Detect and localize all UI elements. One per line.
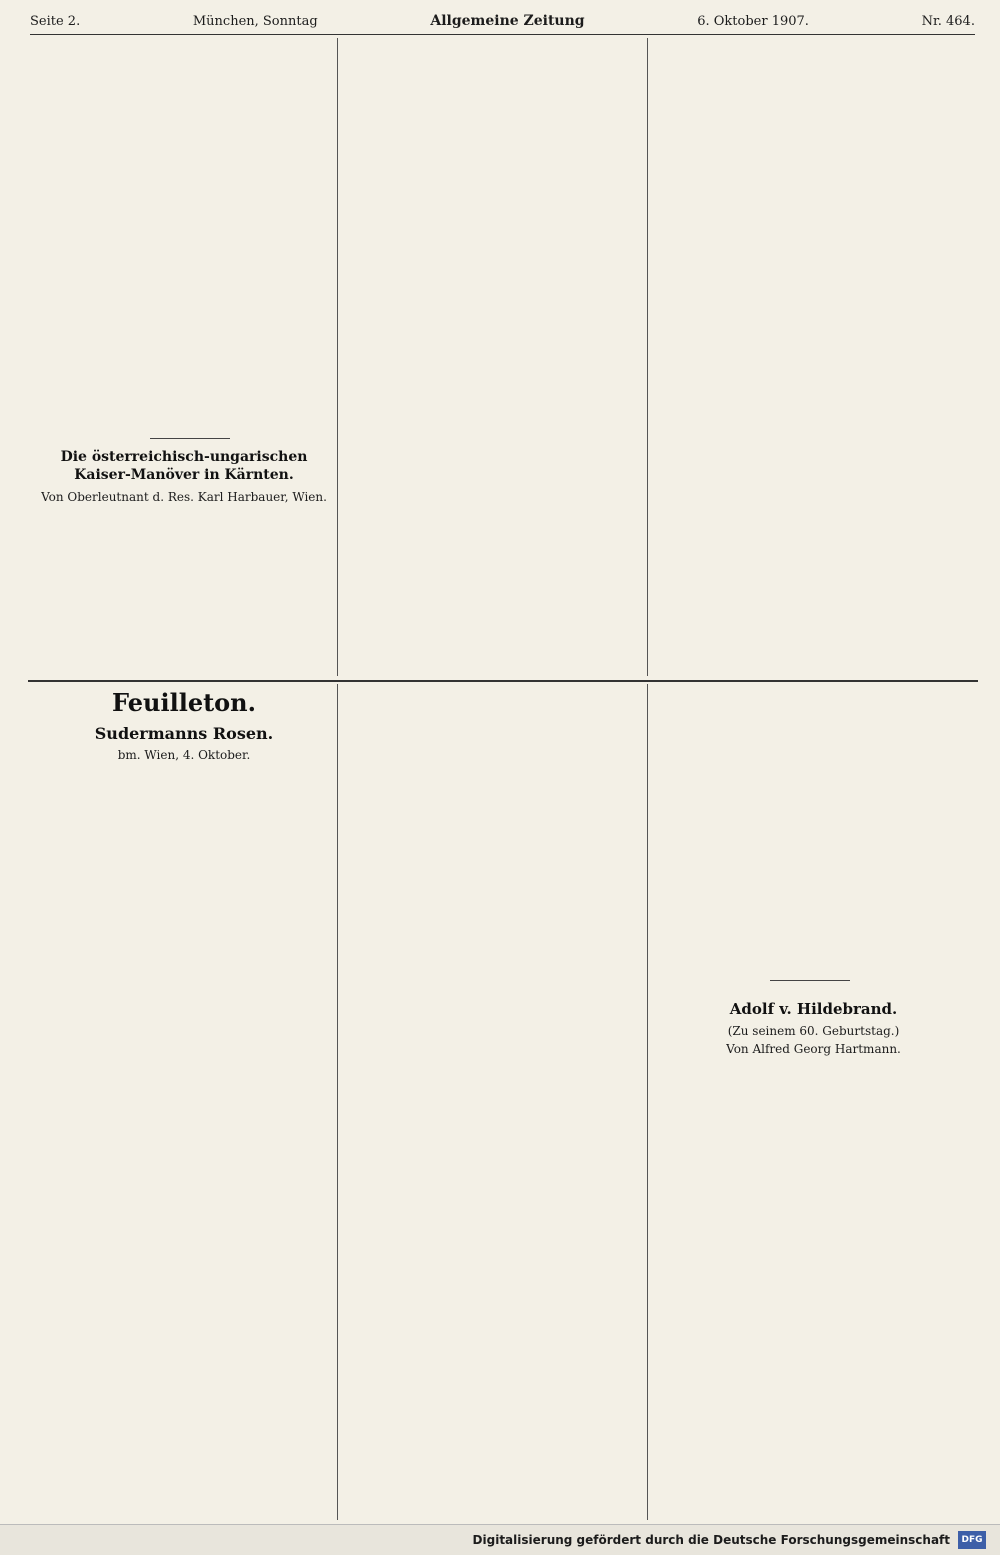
article-title: Die österreichisch-ungarischen Kaiser-Manöver in Kärnten. xyxy=(60,449,308,483)
hildebrand-subtitle: (Zu seinem 60. Geburtstag.) xyxy=(727,1024,900,1038)
column-rule xyxy=(337,38,338,676)
article-column xyxy=(342,686,642,1520)
feuilleton-dateline: bm. Wien, 4. Oktober. xyxy=(117,748,251,762)
article-divider xyxy=(150,438,230,439)
dfg-logo-icon: DFG xyxy=(958,1531,986,1549)
article-column xyxy=(35,764,333,1520)
hildebrand-byline: Von Alfred Georg Hartmann. xyxy=(726,1042,901,1056)
issue-number: Nr. 464. xyxy=(921,13,975,29)
article-column xyxy=(35,505,333,675)
column-rule xyxy=(337,684,338,1520)
article-column xyxy=(652,40,975,675)
article-divider xyxy=(770,980,850,981)
digitization-footer xyxy=(0,1524,1000,1555)
newspaper-title: Allgemeine Zeitung xyxy=(430,13,585,29)
column-rule xyxy=(647,684,648,1520)
article-column xyxy=(342,40,642,675)
article-column xyxy=(652,1058,975,1520)
article-column xyxy=(35,40,333,435)
article-column xyxy=(652,686,975,976)
hildebrand-title: Adolf v. Hildebrand. xyxy=(729,1000,898,1018)
issue-date: 6. Oktober 1907. xyxy=(697,13,809,29)
place-date: München, Sonntag xyxy=(192,13,318,29)
feuilleton-separator xyxy=(28,680,978,682)
footer-credit: Digitalisierung gefördert durch die Deutsche Forschungsgemeinschaft xyxy=(472,1533,950,1547)
article-byline: Von Oberleutnant d. Res. Karl Harbauer, Wien. xyxy=(41,490,327,504)
feuilleton-heading: Feuilleton. xyxy=(112,688,256,717)
feuilleton-title: Sudermanns Rosen. xyxy=(94,724,274,743)
page-number: Seite 2. xyxy=(30,13,81,29)
column-rule xyxy=(647,38,648,676)
page-header xyxy=(30,8,975,35)
